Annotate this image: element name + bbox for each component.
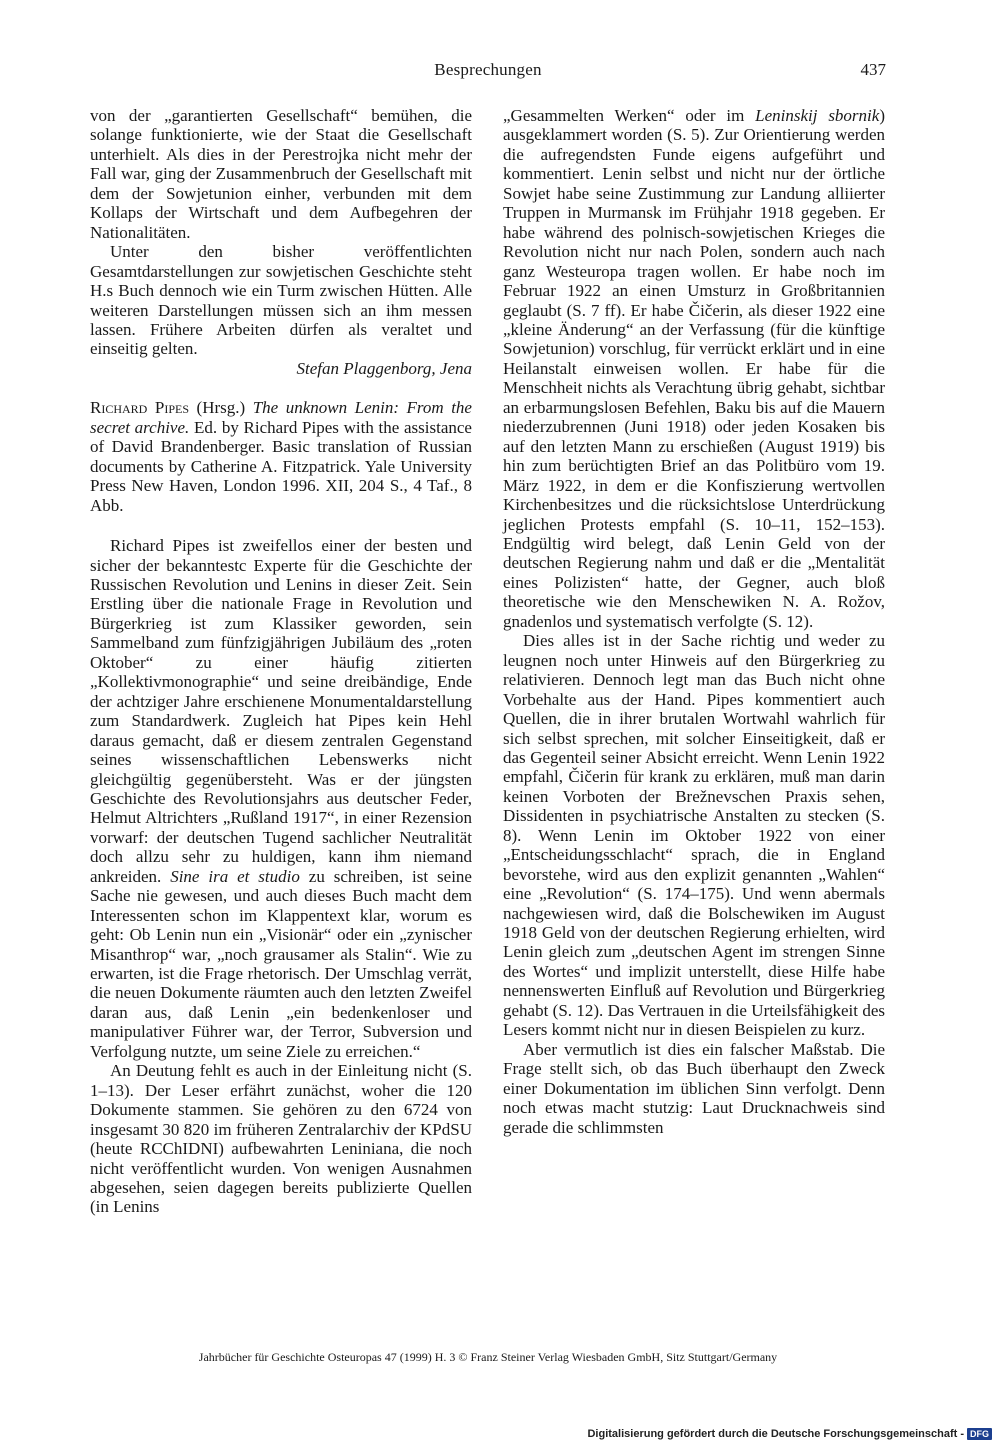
left-paragraph-4: An Deutung fehlt es auch in der Einleitung nicht (S. 1–13). Der Leser erfährt zunächst, woher die 120 Dokumente stammen. Sie gehören zu den 6724 von insgesamt 30 820 im früheren Zentralarchiv der KPdSU (heute RCChIDNI) aufbewahrten Leniniana, die noch nicht veröffentlicht wurden. Von wenigen Ausnahmen abgesehen, seien dagegen bereits publizierte Quellen (in Lenins [90,1061,472,1217]
review-title: The unknown Lenin: From the secret archive. [90,398,472,437]
page-footer-imprint: Jahrbücher für Geschichte Osteuropas 47 (1999) H. 3 © Franz Steiner Verlag Wiesbaden GmbH, Sitz Stuttgart/Germany [198,1350,778,1364]
digitization-note [587,1428,992,1440]
right-paragraph-1-italic: Leninskij sbornik [755,106,880,125]
review-bibliography [90,398,472,515]
right-paragraph-3: Aber vermutlich ist dies ein falscher Maßstab. Die Frage stellt sich, ob das Buch überhaupt den Zweck einer Dokumentation im üblichen Sinn verfolgt. Denn noch etwas macht stutzig: Laut Drucknachweis sind gerade die schlimmsten [503,1039,885,1137]
left-paragraph-3-italic: Sine ira et studio [170,866,300,886]
review-author: Richard Pipes [90,398,189,418]
dfg-logo: DFG [967,1428,992,1440]
right-paragraph-1-text-b: ) ausgeklammert worden (S. 5). Zur Orientierung werden die aufregendsten Funde eigens aufgeführt und kommentiert. Lenin selbst und nicht nur der örtliche Sowjet habe seine Zustimmung zur Landung alliierter Truppen in Murmansk im Frühjahr 1918 gegeben. Er habe während des polnisch-sowjetischen Krieges die Revolution nicht nur nach Polen, sondern auch nach ganz Westeuropa tragen wollen. Er habe noch im Februar 1922 an einen Umsturz in Großbritannien geglaubt (S. 7 ff). Er habe Čičerin, als dieser 1922 eine „kleine Änderung“ an der Verfassung (für die künftige Sowjetunion) vorschlug, für verrückt erklärt und in eine Heilanstalt einweisen wollen. Er habe für die Menschheit nichts als Verachtung übrig gehabt, sichtbar an erbarmungslosen Befehlen, Baku bis auf die Mauern niederzubrennen (Juni 1918) oder jeden Kosaken bis auf den letzten Mann zu erschießen (August 1919) bis hin zum berüchtigten Brief an das Politbüro vom 19. März 1922, in dem er die Konfiszierung wertvollen Kirchenbesitzes und die rücksichtslose Unterdrückung jeglichen Protests empfahl (S. 10–11, 152–153). Endgültig wird belegt, daß Lenin Geld von der deutschen Regierung nahm und daß er die „Mentalität eines Polizisten“ hatte, der Gegner, auch bloß theoretische wie den Menschewiken N. A. Rožov, gnadenlos und systematisch verfolgte (S. 12). [503,106,885,631]
left-paragraph-2: Unter den bisher veröffentlichten Gesamtdarstellungen zur sowjetischen Geschichte steht H.s Buch dennoch wie ein Turm zwischen Hütten. Alle weiteren Darstellungen müssen sich an ihm messen lassen. Frühere Arbeiten dürfen als veraltet und einseitig gelten. [90,242,472,359]
review-editor-note: (Hrsg.) [189,398,253,418]
left-column [90,106,472,1217]
review-bib-details: Ed. by Richard Pipes with the assistance of David Brandenberger. Basic translation of Russian documents by Catherine A. Fitzpatrick. Yale University Press New Haven, London 1996. XII, 204 S., 4 Taf., 8 Abb. [90,417,472,515]
right-paragraph-1 [503,106,885,631]
left-paragraph-3 [90,536,472,1061]
review-signature: Stefan Plaggenborg, Jena [296,358,472,378]
left-paragraph-1: von der „garantierten Gesellschaft“ bemühen, die solange funktionierte, wie der Staat die Gesellschaft unterhielt. Als dies in der Perestrojka nicht mehr der Fall war, ging der Zusammenbruch der Gesellschaft mit dem der Sowjetunion einher, verbunden mit dem Kollaps der Wirtschaft und dem Aufbegehren der Nationalitäten. [90,106,472,242]
right-paragraph-2: Dies alles ist in der Sache richtig und weder zu leugnen noch unter Hinweis auf den Bürgerkrieg zu relativieren. Dennoch legt man das Buch nicht ohne Vorbehalte aus der Hand. Pipes kommentiert auch Quellen, die in ihrer brutalen Wortwahl wahrlich für sich selbst sprechen, mit solcher Einseitigkeit, daß er das Gegenteil seiner Absicht erreicht. Wenn Lenin 1922 empfahl, Čičerin für krank zu erklären, muß man darin keinen Vorboten der Brežnevschen Praxis sehen, Dissidenten in psychiatrische Anstalten zu stecken (S. 8). Wenn Lenin im Oktober 1922 von einer „Entscheidungsschlacht“ sprach, die in England bevorstehe, wird aus den explizit genannten „Wahlen“ eine „Revolution“ (S. 174–175). Und wenn abermals nachgewiesen wird, daß die Bolschewiken im August 1918 Geld von der deutschen Regierung erhielten, wird Lenin gleich zum „deutschen Agent im strengen Sinne des Wortes“ und implizit unterstellt, diese Hilfe habe nennenswerten Einfluß auf Revolution und Bürgerkrieg gehabt (S. 12). Das Vertrauen in die Urteilsfähigkeit des Lesers kommt nicht nur in diesen Beispielen zu kurz. [503,631,885,1040]
left-paragraph-3-text-a: Richard Pipes ist zweifellos einer der besten und sicher der bekanntestc Experte für die Geschichte der Russischen Revolution und Lenins in dieser Zeit. Sein Erstling über die nationale Frage in Revolution und Bürgerkrieg ist zum Klassiker geworden, sein Sammelband zum fünfzigjährigen Jubiläum des „roten Oktober“ zu einer häufig zitierten „Kollektivmonographie“ und seine dreibändige, Ende der achtziger Jahre erschienene Monumentaldarstellung zum Standardwerk. Zugleich hat Pipes kein Hehl daraus gemacht, daß er diesem zentralen Gegenstand seines wissenschaftlichen Lebenswerks nicht gleichgültig gegenübersteht. Was er der jüngsten Geschichte des Revolutionsjahrs aus deutscher Feder, Helmut Altrichters „Rußland 1917“, in einer Rezension vorwarf: der deutschen Tugend sachlicher Neutralität doch allzu sehr zu huldigen, kann ihm niemand ankreiden. [90,536,472,886]
page-number: 437 [860,60,886,79]
left-paragraph-3-text-b: zu schreiben, ist seine Sache nie gewesen, und auch dieses Buch macht dem Interessenten schon im Klappentext klar, worum es geht: Ob Lenin nun ein „Visionär“ oder ein „zynischer Misanthrop“ war, „noch grausamer als Stalin“. Wie zu erwarten, ist die Frage rhetorisch. Der Umschlag verrät, die neuen Dokumente räumten auch den letzten Zweifel daran aus, daß Lenin „ein bedenkenloser und manipulativer Führer war, der Terror, Subversion und Verfolgung nutzte, um seine Ziele zu erreichen.“ [90,866,472,1061]
digitization-note-text: Digitalisierung gefördert durch die Deutsche Forschungsgemeinschaft - [587,1428,964,1440]
right-paragraph-1-text-a: „Gesammelten Werken“ oder im [503,106,756,125]
running-head: Besprechungen [434,60,542,79]
right-column [503,106,885,1137]
page-header [90,60,886,86]
